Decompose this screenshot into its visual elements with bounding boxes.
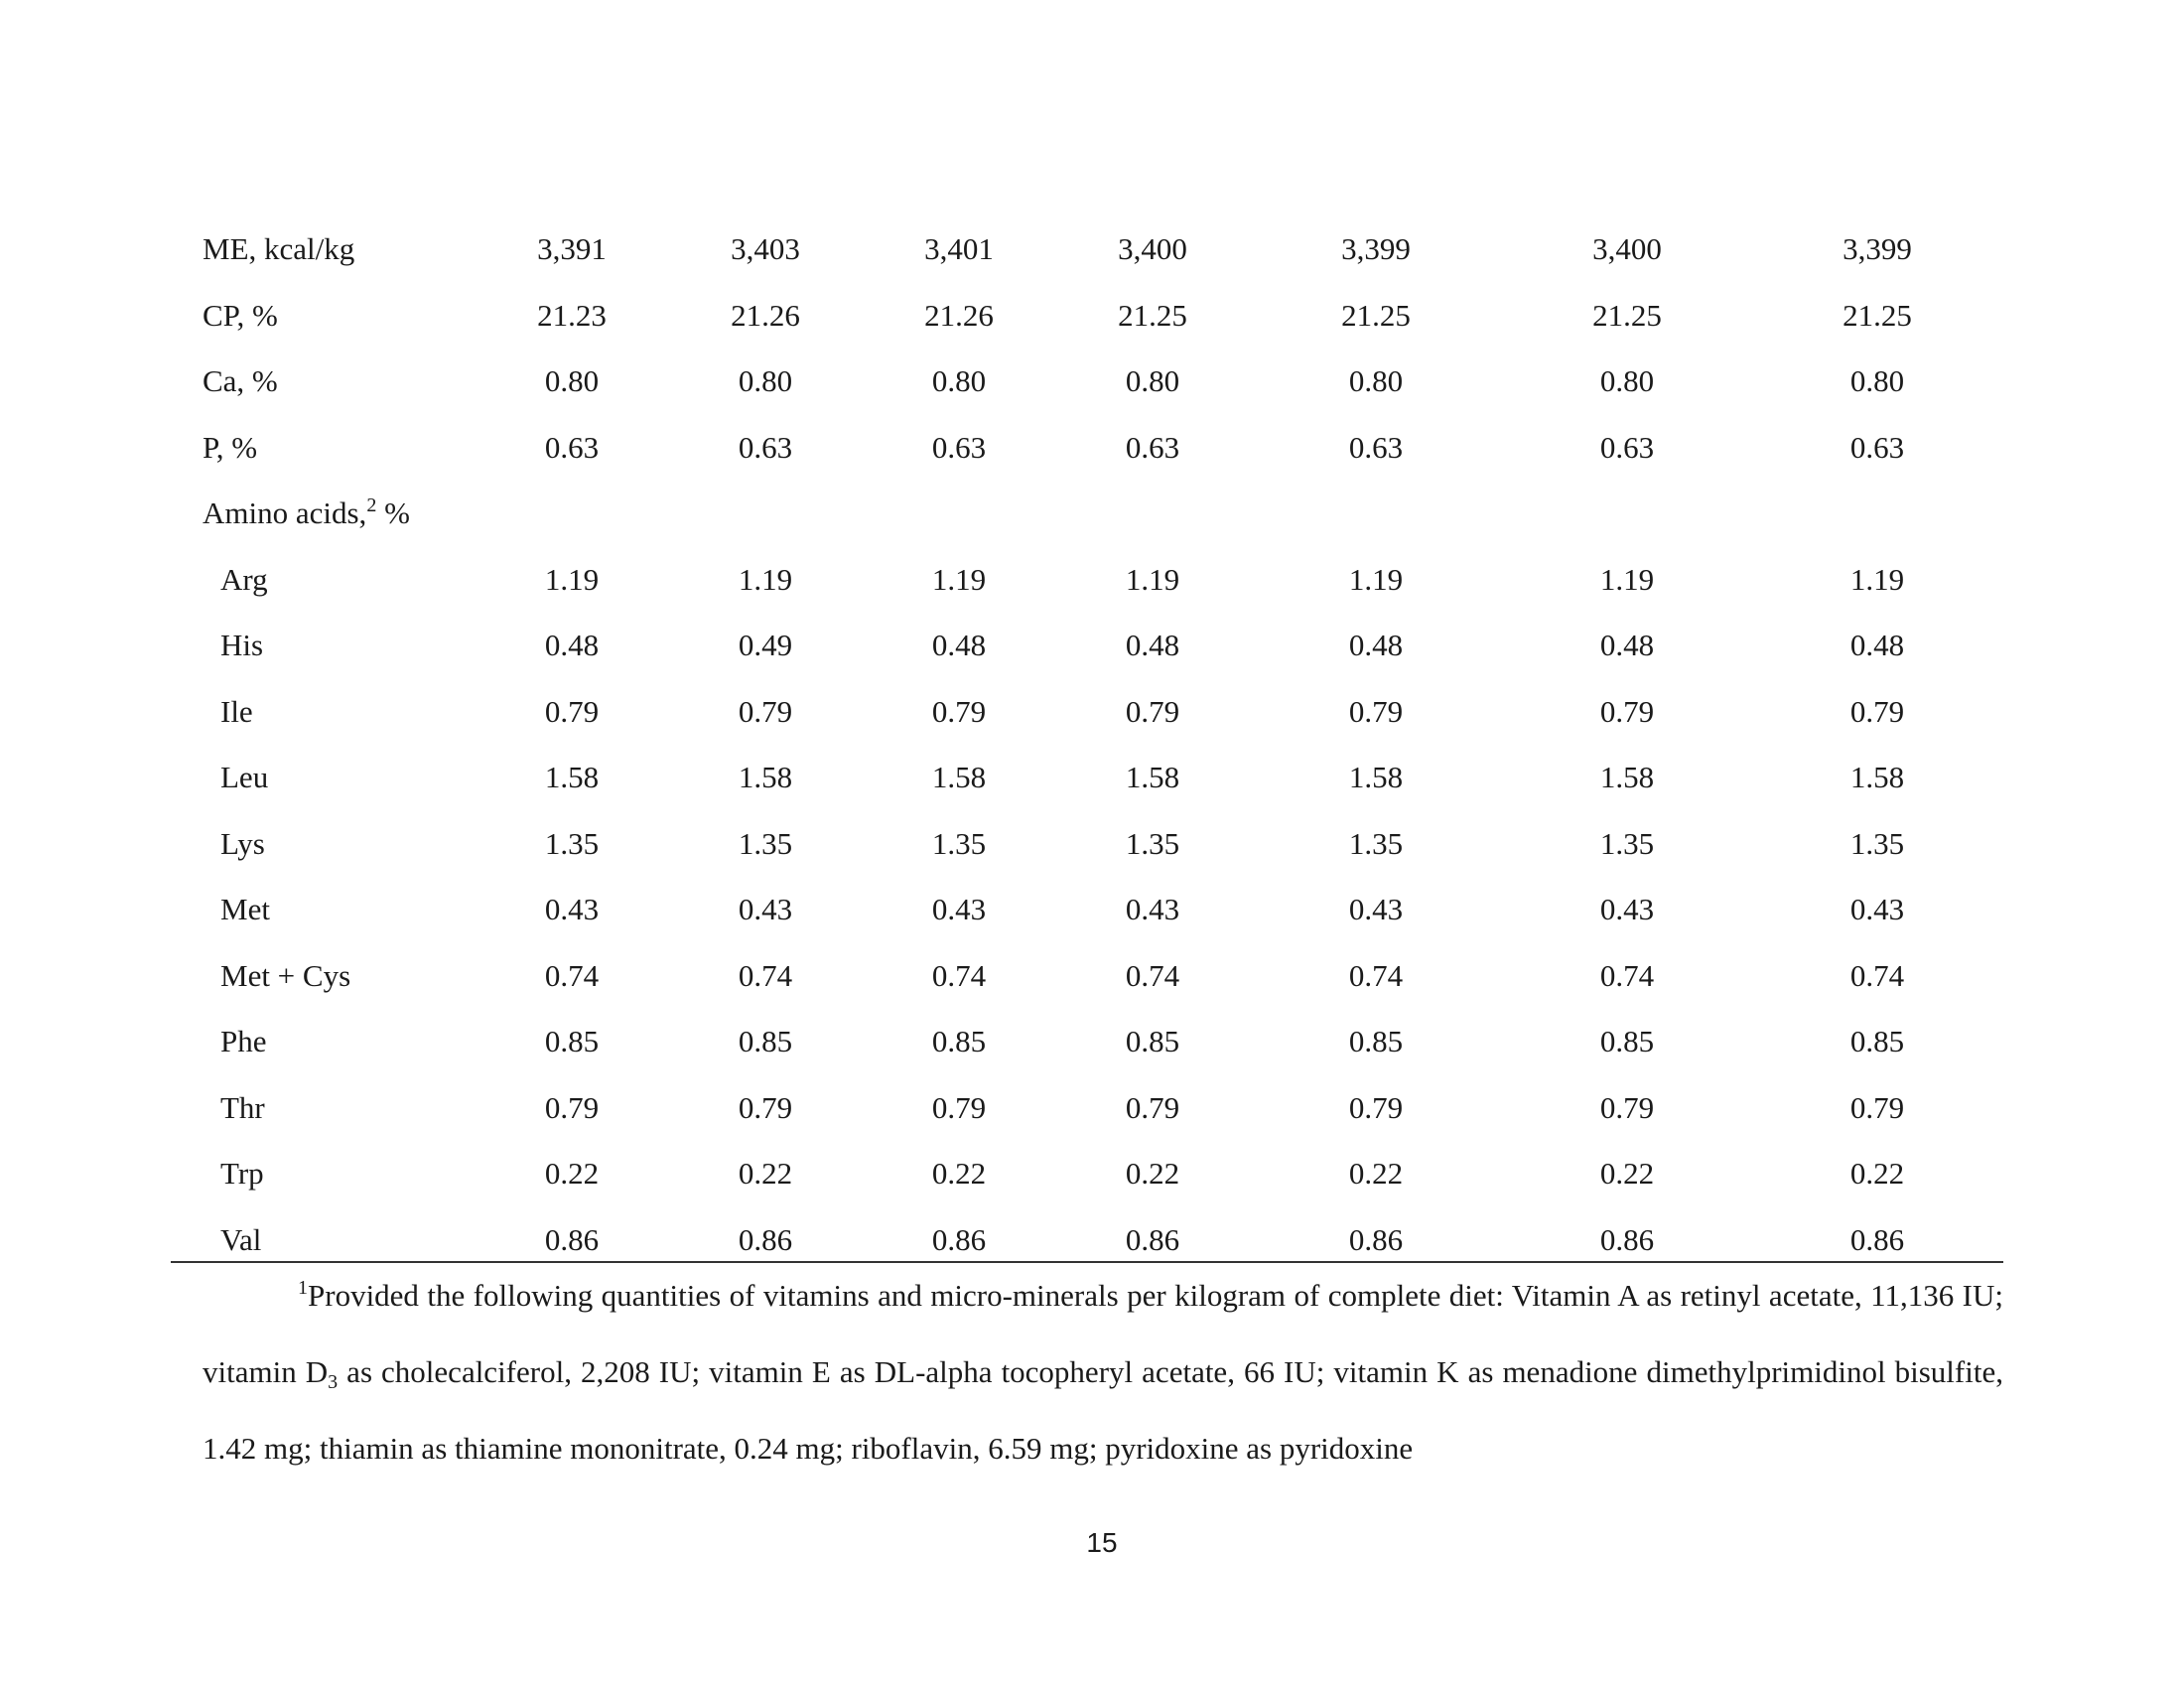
table-cell: 0.43 — [1348, 892, 1404, 926]
table-cell: 1.19 — [544, 561, 600, 597]
amino-acids-header-row — [0, 481, 2184, 546]
table-row — [0, 415, 2184, 481]
table-cell: 0.43 — [738, 892, 793, 926]
table-cell: 3,399 — [1341, 231, 1411, 266]
table-cell: 0.48 — [544, 628, 600, 662]
amino-acid-label: Thr — [220, 1089, 265, 1125]
table-cell: 0.85 — [1599, 1024, 1655, 1058]
table-cell: 0.22 — [1599, 1156, 1655, 1191]
table-cell: 0.43 — [1125, 892, 1180, 926]
table-cell: 0.86 — [1849, 1221, 1905, 1257]
amino-acid-label: Leu — [220, 760, 269, 794]
table-cell: 0.79 — [1849, 1089, 1905, 1125]
amino-acid-row — [0, 679, 2184, 745]
amino-acid-row — [0, 1009, 2184, 1074]
table-cell: 0.63 — [1125, 429, 1180, 465]
amino-acid-label: Ile — [220, 693, 253, 729]
table-cell: 0.74 — [1348, 957, 1404, 993]
amino-acid-row — [0, 811, 2184, 877]
table-cell: 0.79 — [1849, 693, 1905, 729]
amino-acid-label: His — [220, 628, 264, 662]
table-cell: 3,401 — [924, 231, 994, 266]
table-cell: 1.35 — [738, 825, 793, 861]
table-cell: 1.58 — [1348, 760, 1404, 794]
table-cell: 0.74 — [1599, 957, 1655, 993]
table-cell: 0.74 — [1125, 957, 1180, 993]
table-cell: 0.85 — [1348, 1024, 1404, 1058]
table-cell: 0.79 — [931, 1089, 987, 1125]
table-cell: 0.79 — [1599, 693, 1655, 729]
footnote-paragraph — [203, 1257, 2003, 1486]
table-cell: 1.58 — [738, 760, 793, 794]
amino-acid-row — [0, 1075, 2184, 1141]
table-cell: 0.63 — [1599, 429, 1655, 465]
table-cell: 0.85 — [931, 1024, 987, 1058]
footnote-marker: 1 — [298, 1277, 308, 1299]
table-cell: 0.63 — [1849, 429, 1905, 465]
table-cell: 0.80 — [1125, 363, 1180, 398]
table-cell: 0.22 — [544, 1156, 600, 1191]
table-cell: 0.48 — [931, 628, 987, 662]
table-cell: 1.58 — [544, 760, 600, 794]
table-cell: 21.26 — [924, 297, 994, 333]
table-cell: 1.35 — [1849, 825, 1905, 861]
table-cell: 0.74 — [1849, 957, 1905, 993]
table-row — [0, 283, 2184, 349]
table-cell: 0.79 — [1599, 1089, 1655, 1125]
table-cell: 21.25 — [1843, 297, 1912, 333]
table-cell: 0.80 — [738, 363, 793, 398]
amino-acid-row — [0, 613, 2184, 678]
table-cell: 0.86 — [738, 1221, 793, 1257]
table-cell: 0.43 — [544, 892, 600, 926]
page-number: 15 — [1086, 1527, 1118, 1558]
table-cell: 0.43 — [931, 892, 987, 926]
table-cell: 0.79 — [738, 693, 793, 729]
footnote-text-part-2: as cholecalciferol, 2,208 IU; vitamin E as DL-alpha tocopheryl acetate, 66 IU; vitamin K as menadione dimethylprimidinol bisulfite, 1.42 mg; thiamin as thiamine mononitrate, 0.24 mg; riboflavin, 6.59 mg; pyridoxine as pyridoxine — [203, 1354, 2003, 1466]
table-cell: 0.85 — [1849, 1024, 1905, 1058]
table-cell: 0.80 — [1599, 363, 1655, 398]
table-cell: 0.79 — [931, 693, 987, 729]
table-cell: 1.19 — [1125, 561, 1180, 597]
table-cell: 0.79 — [544, 693, 600, 729]
footnote-subscript: 3 — [328, 1371, 339, 1393]
amino-acid-label: Lys — [220, 825, 265, 861]
table-cell: 0.22 — [1348, 1156, 1404, 1191]
table-cell: 0.79 — [1125, 693, 1180, 729]
table-cell: 1.58 — [931, 760, 987, 794]
table-cell: 0.48 — [1599, 628, 1655, 662]
amino-acid-row — [0, 547, 2184, 613]
table-cell: 21.23 — [537, 297, 607, 333]
table-cell: 21.25 — [1592, 297, 1662, 333]
table-cell: 0.80 — [1849, 363, 1905, 398]
table-cell: 3,391 — [537, 231, 607, 266]
table-cell: 0.48 — [1125, 628, 1180, 662]
table-cell: 0.22 — [1849, 1156, 1905, 1191]
table-cell: 0.63 — [931, 429, 987, 465]
table-cell: 0.80 — [931, 363, 987, 398]
table-cell: 0.63 — [544, 429, 600, 465]
table-cell: 0.63 — [738, 429, 793, 465]
table-cell: 0.85 — [738, 1024, 793, 1058]
table-cell: 0.80 — [544, 363, 600, 398]
row-label: Ca, % — [203, 363, 278, 398]
table-cell: 0.74 — [738, 957, 793, 993]
table-cell: 0.79 — [1348, 1089, 1404, 1125]
table-row — [0, 216, 2184, 282]
table-cell: 3,400 — [1592, 231, 1662, 266]
table-cell: 1.19 — [738, 561, 793, 597]
table-cell: 1.58 — [1599, 760, 1655, 794]
table-cell: 1.35 — [1348, 825, 1404, 861]
table-cell: 3,399 — [1843, 231, 1912, 266]
table-cell: 1.35 — [931, 825, 987, 861]
table-cell: 1.58 — [1125, 760, 1180, 794]
table-cell: 0.43 — [1849, 892, 1905, 926]
table-cell: 21.26 — [731, 297, 800, 333]
amino-acids-heading-text: Amino acids, — [203, 495, 367, 530]
table-cell: 0.49 — [738, 628, 793, 662]
table-cell: 1.19 — [1348, 561, 1404, 597]
table-cell: 3,403 — [731, 231, 800, 266]
table-cell: 1.19 — [931, 561, 987, 597]
table-cell: 21.25 — [1341, 297, 1411, 333]
row-label: P, % — [203, 429, 258, 465]
table-cell: 1.35 — [1125, 825, 1180, 861]
table-cell: 1.19 — [1599, 561, 1655, 597]
table-cell: 0.86 — [544, 1221, 600, 1257]
table-cell: 0.80 — [1348, 363, 1404, 398]
amino-acid-row — [0, 943, 2184, 1009]
table-cell: 1.35 — [1599, 825, 1655, 861]
amino-acid-row — [0, 745, 2184, 810]
table-cell: 0.48 — [1849, 628, 1905, 662]
table-cell: 0.43 — [1599, 892, 1655, 926]
table-cell: 0.22 — [931, 1156, 987, 1191]
table-cell: 1.35 — [544, 825, 600, 861]
row-label: ME, kcal/kg — [203, 231, 355, 266]
table-cell: 0.86 — [931, 1221, 987, 1257]
table-cell: 0.74 — [544, 957, 600, 993]
table-cell: 1.19 — [1849, 561, 1905, 597]
table-cell: 0.86 — [1125, 1221, 1180, 1257]
table-cell: 0.22 — [738, 1156, 793, 1191]
footnote-text-part-1: Provided the following quantities of vitamins and micro-minerals per kilogram of complete diet: Vitamin A as retinyl acetate, 11,136 IU; vitamin D — [203, 1278, 2003, 1389]
table-cell: 0.63 — [1348, 429, 1404, 465]
amino-acid-row — [0, 877, 2184, 942]
table-cell: 0.74 — [931, 957, 987, 993]
table-cell: 0.79 — [544, 1089, 600, 1125]
table-cell: 21.25 — [1118, 297, 1187, 333]
table-cell: 0.85 — [1125, 1024, 1180, 1058]
table-cell: 0.86 — [1348, 1221, 1404, 1257]
amino-acid-label: Met + Cys — [220, 957, 351, 993]
amino-acids-heading-unit: % — [376, 495, 410, 530]
table-cell: 0.86 — [1599, 1221, 1655, 1257]
amino-acid-row — [0, 1141, 2184, 1206]
amino-acid-label: Trp — [220, 1156, 264, 1191]
table-cell: 0.79 — [738, 1089, 793, 1125]
amino-acids-heading — [203, 481, 410, 546]
table-cell: 0.79 — [1348, 693, 1404, 729]
amino-acid-label: Phe — [220, 1024, 267, 1058]
table-cell: 3,400 — [1118, 231, 1187, 266]
row-label: CP, % — [203, 297, 278, 333]
table-cell: 0.79 — [1125, 1089, 1180, 1125]
table-cell: 0.22 — [1125, 1156, 1180, 1191]
amino-acid-label: Val — [220, 1221, 262, 1257]
amino-acids-footnote-marker: 2 — [366, 494, 377, 516]
amino-acid-label: Met — [220, 892, 270, 926]
table-cell: 0.85 — [544, 1024, 600, 1058]
table-row — [0, 349, 2184, 414]
amino-acid-label: Arg — [220, 561, 268, 597]
table-cell: 1.58 — [1849, 760, 1905, 794]
table-cell: 0.48 — [1348, 628, 1404, 662]
